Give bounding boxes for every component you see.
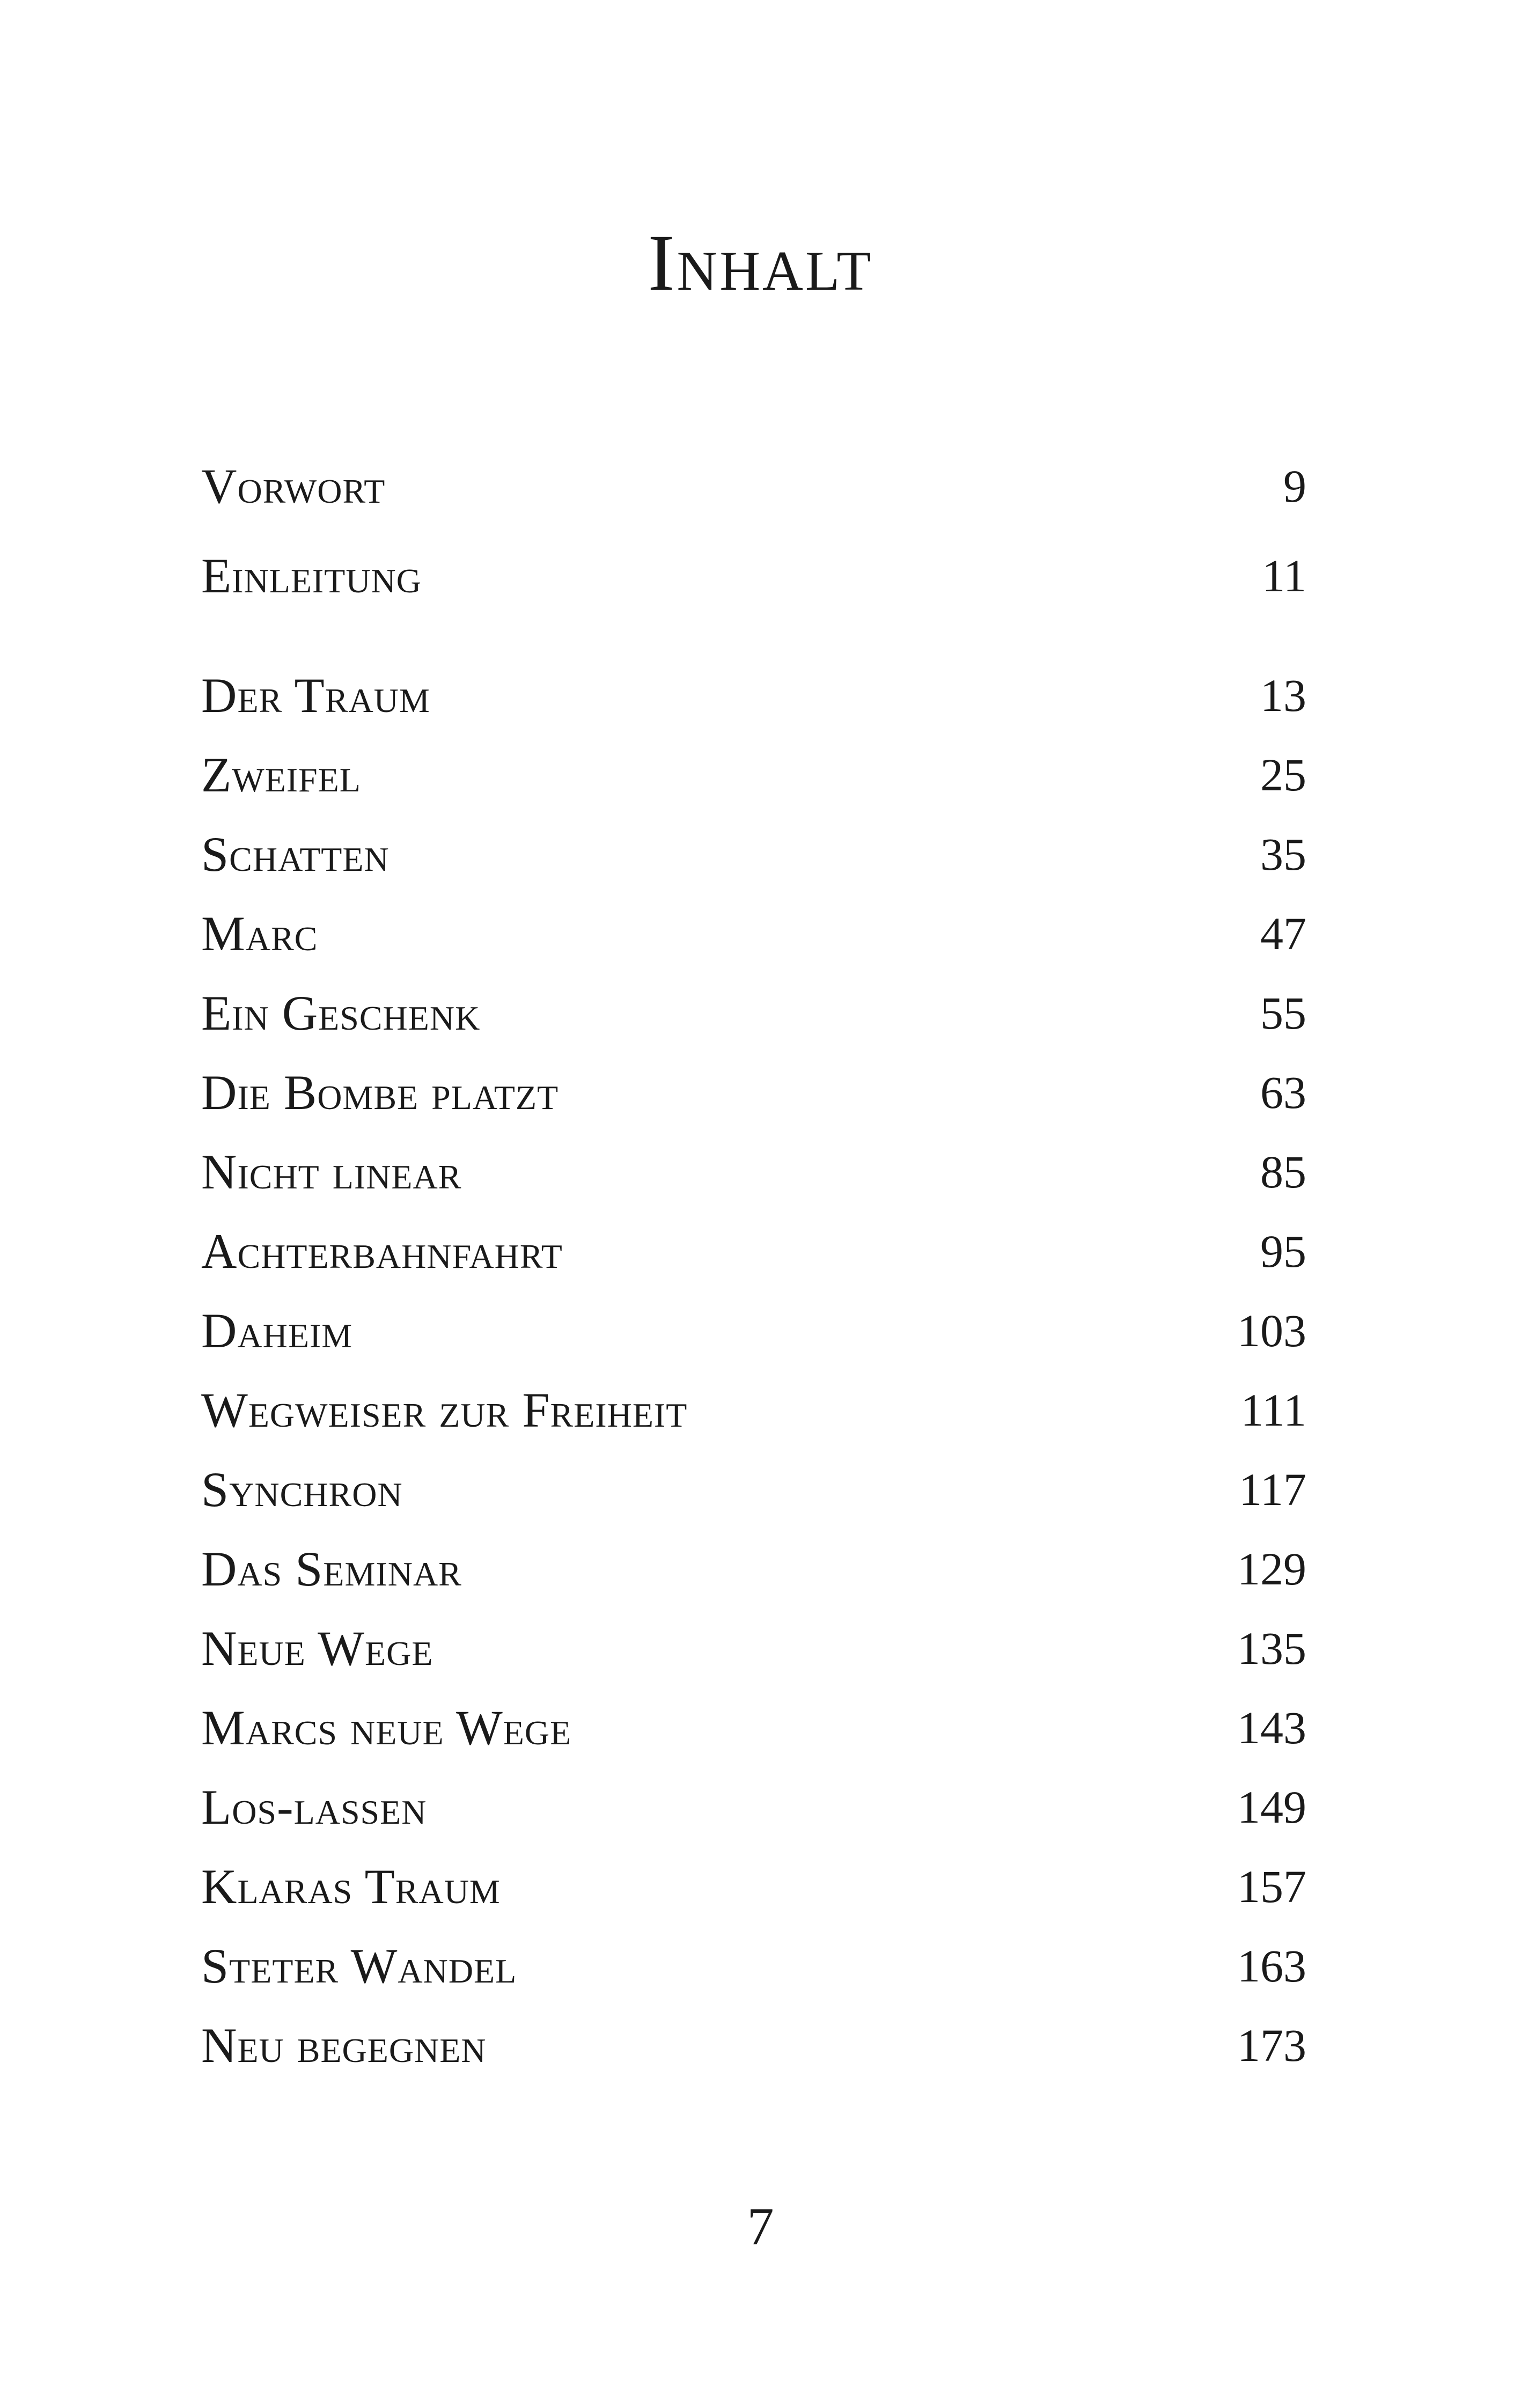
- toc-entry-title: Nicht linear: [201, 1144, 462, 1199]
- toc-entry-title: Wegweiser zur Freiheit: [201, 1383, 688, 1437]
- toc-entry-title: Ein Geschenk: [201, 986, 481, 1040]
- toc-entry: [201, 1219, 1306, 1283]
- page-number: 7: [747, 2197, 774, 2256]
- toc-entry: [201, 1934, 1306, 1998]
- toc-entry-page: 149: [1237, 1781, 1306, 1833]
- toc-entry: [201, 743, 1306, 807]
- toc-entry-page: 111: [1240, 1384, 1306, 1436]
- toc-entry-page: 25: [1260, 749, 1306, 801]
- toc-entry-page: 11: [1262, 550, 1306, 601]
- toc-entry-page: 35: [1260, 828, 1306, 880]
- toc-entry-page: 63: [1260, 1067, 1306, 1118]
- toc-entry-title: Synchron: [201, 1462, 403, 1517]
- toc-entry-page: 95: [1260, 1225, 1306, 1277]
- toc-entry: [201, 981, 1306, 1045]
- toc-entry-title: Einleitung: [201, 548, 422, 603]
- toc-entry-title: Die Bombe platzt: [201, 1065, 559, 1120]
- toc-entry-title: Vorwort: [201, 459, 386, 513]
- toc-entry: [201, 663, 1306, 728]
- toc-entry-page: 47: [1260, 908, 1306, 959]
- toc-entry: [201, 1537, 1306, 1601]
- toc-entry-title: Schatten: [201, 827, 390, 882]
- toc-entry: [201, 1140, 1306, 1204]
- toc-entry-title: Marcs neue Wege: [201, 1700, 572, 1755]
- toc-entry-page: 117: [1239, 1464, 1306, 1515]
- toc-entry: [201, 1695, 1306, 1760]
- toc-entry-page: 129: [1237, 1543, 1306, 1595]
- toc-entry-title: Los-lassen: [201, 1780, 427, 1834]
- toc-entry: [201, 1457, 1306, 1522]
- toc-entry-page: 55: [1260, 987, 1306, 1039]
- toc-entry-page: 143: [1237, 1702, 1306, 1753]
- toc-entry: [201, 1298, 1306, 1363]
- toc-entry: [201, 544, 1306, 608]
- toc-entry-page: 135: [1237, 1623, 1306, 1674]
- toc-entry: [201, 1616, 1306, 1680]
- toc-entry-page: 13: [1260, 670, 1306, 721]
- toc-entry-title: Steter Wandel: [201, 1939, 517, 1993]
- toc-entry-title: Zweifel: [201, 747, 361, 802]
- toc-entry-title: Neu begegnen: [201, 2018, 487, 2073]
- toc-entry-title: Der Traum: [201, 668, 430, 723]
- toc-entry-page: 103: [1237, 1305, 1306, 1356]
- toc-entry: [201, 1378, 1306, 1442]
- toc-entry: [201, 1854, 1306, 1919]
- toc-entry-title: Daheim: [201, 1303, 353, 1358]
- toc-entry: [201, 1060, 1306, 1125]
- toc-entry-title: Klaras Traum: [201, 1859, 501, 1914]
- toc-entry: [201, 1775, 1306, 1839]
- toc-entry-title: Achterbahnfahrt: [201, 1224, 563, 1279]
- toc-entry: [201, 454, 1306, 518]
- toc-entry-page: 157: [1237, 1861, 1306, 1912]
- toc-entry: [201, 822, 1306, 886]
- toc-entry-page: 9: [1283, 460, 1306, 512]
- toc-entry-title: Das Seminar: [201, 1541, 462, 1596]
- toc-entry: [201, 2013, 1306, 2077]
- toc-entry-page: 163: [1237, 1940, 1306, 1992]
- toc-entry: [201, 901, 1306, 966]
- toc-entry-title: Neue Wege: [201, 1621, 433, 1676]
- toc-entry-page: 173: [1237, 2020, 1306, 2071]
- page-title: Inhalt: [648, 218, 873, 307]
- toc-entry-title: Marc: [201, 906, 318, 961]
- toc-entry-page: 85: [1260, 1146, 1306, 1198]
